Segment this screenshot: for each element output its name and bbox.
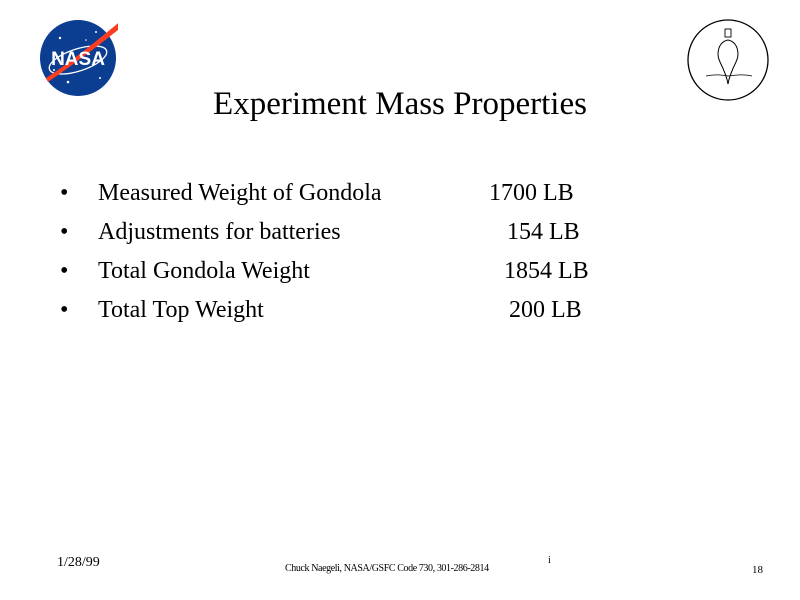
item-value: 154 LB <box>507 219 580 245</box>
item-label: Total Top Weight <box>98 297 264 323</box>
footer-date: 1/28/99 <box>57 555 100 570</box>
item-value: 200 LB <box>509 297 582 323</box>
item-label: Measured Weight of Gondola <box>98 180 382 206</box>
bullet-glyph: • <box>60 219 69 245</box>
footer-marker: i <box>548 555 551 566</box>
item-label: Total Gondola Weight <box>98 258 310 284</box>
list-item <box>60 255 620 294</box>
list-item <box>60 216 620 255</box>
item-value: 1854 LB <box>504 258 589 284</box>
page-number: 18 <box>752 564 763 576</box>
logo-text: NASA <box>51 49 105 70</box>
list-item <box>60 294 620 333</box>
bullet-list <box>60 177 620 333</box>
list-item <box>60 177 620 216</box>
footer-credit: Chuck Naegeli, NASA/GSFC Code 730, 301-286-2814 <box>285 563 489 574</box>
item-value: 1700 LB <box>489 180 574 206</box>
item-label: Adjustments for batteries <box>98 219 341 245</box>
bullet-glyph: • <box>60 180 69 206</box>
bullet-glyph: • <box>60 297 69 323</box>
slide-title: Experiment Mass Properties <box>213 86 587 122</box>
bullet-glyph: • <box>60 258 69 284</box>
